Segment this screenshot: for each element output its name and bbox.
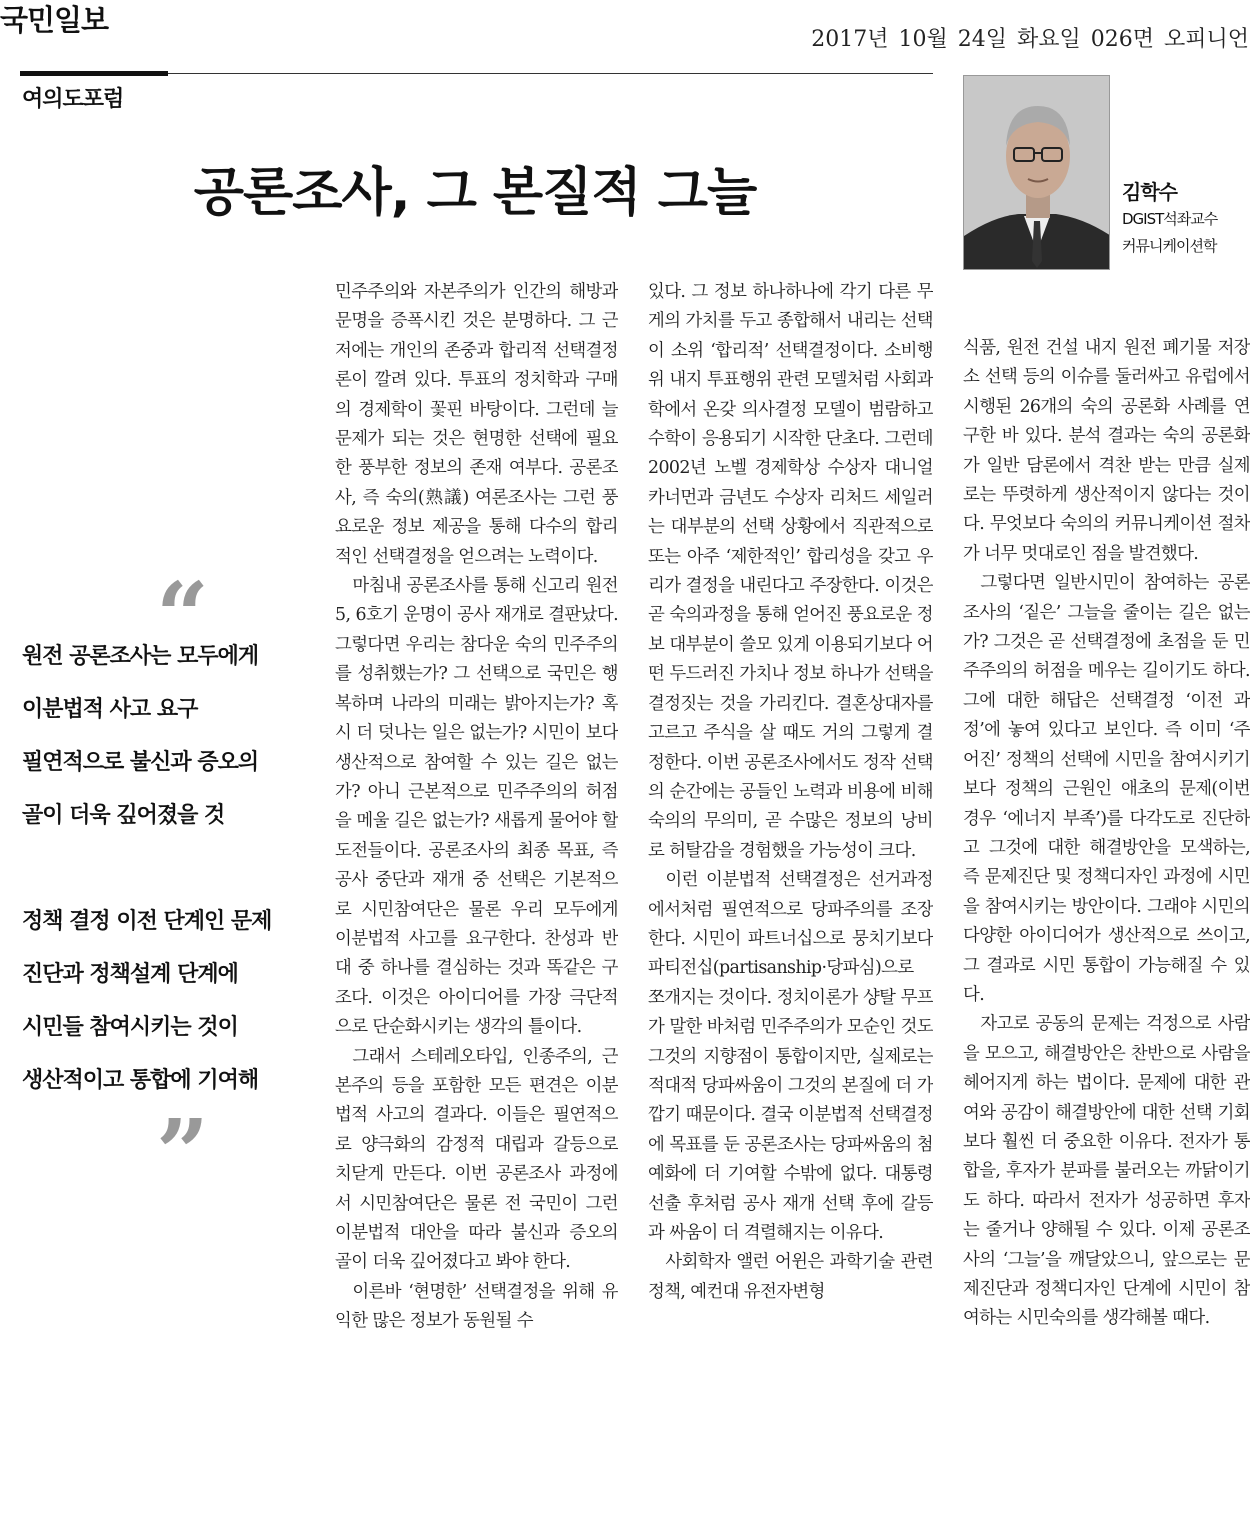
- paragraph: 있다. 그 정보 하나하나에 각기 다른 무게의 가치를 두고 종합해서 내리는 선택이 소위 ‘합리적’ 선택결정이다. 소비행위 내지 투표행위 관련 모델처럼 사회과학에서 온갖 의사결정 모델이 범람하고 수학이 응용되기 시작한 단초다. 그런데 2002년 노벨 경제학상 수상자 대니얼 카너먼과 금년도 수상자 리처드 세일러는 대부분의 선택 상황에서 직관적으로 또는 아주 ‘제한적인’ 합리성을 갖고 우리가 결정을 내린다고 주장한다. 이것은 곧 숙의과정을 통해 얻어진 풍요로운 정보 대부분이 쓸모 있게 이용되기보다 어떤 두드러진 가치나 정보 하나가 선택을 결정짓는 것을 가리킨다. 결혼상대자를 고르고 주식을 살 때도 거의 그렇게 결정한다. 이번 공론조사에서도 정작 선택의 순간에는 공들인 노력과 비용에 비해 숙의의 무의미, 곧 수많은 정보의 낭비로 허탈감을 경험했을 가능성이 크다.: [648, 282, 933, 861]
- paragraph: 마침내 공론조사를 통해 신고리 원전 5, 6호기 운명이 공사 재개로 결판났다. 그렇다면 우리는 참다운 숙의 민주주의를 성취했는가? 그 선택으로 국민은 행복하며 나라의 미래는 밝아지는가? 혹시 더 덧나는 일은 없는가? 시민이 보다 생산적으로 참여할 수 있는 길은 없는가? 아니 근본적으로 민주주의의 허점을 메울 길은 없는가? 새롭게 물어야 할 도전들이다. 공론조사의 최종 목표, 즉 공사 중단과 재개 중 선택은 기본적으로 시민참여단은 물론 우리 모두에게 이분법적 사고를 요구한다. 찬성과 반대 중 하나를 결심하는 것과 똑같은 구조다. 이것은 아이디어를 가장 극단적으로 단순화시키는 생각의 틀이다.: [335, 576, 618, 1038]
- pull-quote-line: 이분법적 사고 요구: [22, 697, 198, 722]
- section-rule: [20, 71, 168, 76]
- close-quote-icon: ”: [156, 1107, 208, 1167]
- article-column-2: [648, 278, 933, 1510]
- paragraph: 민주주의와 자본주의가 인간의 해방과 문명을 증폭시킨 것은 분명하다. 그 근저에는 개인의 존중과 합리적 선택결정론이 깔려 있다. 투표의 정치학과 구매의 경제학이 꽃핀 바탕이다. 그런데 늘 문제가 되는 것은 현명한 선택에 필요한 풍부한 정보의 존재 여부다. 공론조사, 즉 숙의(熟議) 여론조사는 그런 풍요로운 정보 제공을 통해 다수의 합리적인 선택결정을 얻으려는 노력이다.: [335, 282, 618, 567]
- author-title: DGIST석좌교수: [1122, 210, 1218, 228]
- pull-quote-line: 생산적이고 통합에 기여해: [22, 1068, 259, 1093]
- pull-quote-line: 원전 공론조사는 모두에게: [22, 644, 259, 669]
- paragraph: 그렇다면 일반시민이 참여하는 공론조사의 ‘짙은’ 그늘을 줄이는 길은 없는가? 그것은 곧 선택결정에 초점을 둔 민주주의의 허점을 메우는 길이기도 하다. 그에 대한 해답은 선택결정 ‘이전 과정’에 놓여 있다고 보인다. 즉 이미 ‘주어진’ 정책의 선택에 시민을 참여시키기보다 정책의 근원인 애초의 문제(이번 경우 ‘에너지 부족’)를 다각도로 진단하고 그것에 대한 해결방안을 모색하는, 즉 문제진단 및 정책디자인 과정에 시민을 참여시키는 방안이다. 그래야 시민의 다양한 아이디어가 생산적으로 쓰이고, 그 결과로 시민 통합이 가능해질 수 있다.: [963, 573, 1250, 1005]
- paragraph: 이런 이분법적 선택결정은 선거과정에서처럼 필연적으로 당파주의를 조장한다. 시민이 파트너십으로 뭉치기보다 파티전십(partisanship·당파심)으로 쪼개지는 것이다. 정치이론가 샹탈 무프가 말한 바처럼 민주주의가 모순인 것도 그것의 지향점이 통합이지만, 실제로는 적대적 당파싸움이 그것의 본질에 더 가깝기 때문이다. 결국 이분법적 선택결정에 목표를 둔 공론조사는 당파싸움의 첨예화에 더 기여할 수밖에 없다. 대통령 선출 후처럼 공사 재개 선택 후에 갈등과 싸움이 더 격렬해지는 이유다.: [648, 870, 933, 1243]
- paragraph: 이른바 ‘현명한’ 선택결정을 위해 유익한 많은 정보가 동원될 수: [335, 1281, 618, 1332]
- dateline: 2017년 10월 24일 화요일 026면 오피니언: [811, 27, 1249, 52]
- headline: 공론조사, 그 본질적 그늘: [193, 163, 757, 223]
- section-label: 여의도포럼: [22, 87, 124, 112]
- author-field: 커뮤니케이션학: [1122, 237, 1217, 255]
- pull-quote-line: 시민들 참여시키는 것이: [22, 1015, 238, 1040]
- pull-quote-line: 진단과 정책설계 단계에: [22, 962, 238, 987]
- author-photo: [963, 75, 1110, 270]
- paragraph: 사회학자 앨런 어윈은 과학기술 관련 정책, 예컨대 유전자변형: [648, 1252, 933, 1302]
- article-column-3: [963, 334, 1250, 1510]
- pull-quote-line: 골이 더욱 깊어졌을 것: [22, 803, 225, 828]
- paragraph: 자고로 공동의 문제는 걱정으로 사람을 모으고, 해결방안은 찬반으로 사람을 헤어지게 하는 법이다. 문제에 대한 관여와 공감이 해결방안에 대한 선택 기회보다 훨씬 더 중요한 이유다. 전자가 통합을, 후자가 분파를 불러오는 까닭이기도 하다. 따라서 전자가 성공하면 후자는 줄거나 양해될 수 있다. 이제 공론조사의 ‘그늘’을 깨달았으니, 앞으로는 문제진단과 정책디자인 단계에 시민이 참여하는 시민숙의를 생각해볼 때다.: [963, 1014, 1250, 1329]
- paragraph: 식품, 원전 건설 내지 원전 폐기물 저장소 선택 등의 이슈를 둘러싸고 유럽에서 시행된 26개의 숙의 공론화 사례를 연구한 바 있다. 분석 결과는 숙의 공론화가 일반 담론에서 격찬 받는 만큼 실제로는 뚜렷하게 생산적이지 않다는 것이다. 무엇보다 숙의의 커뮤니케이션 절차가 너무 멋대로인 점을 발견했다.: [963, 338, 1250, 564]
- open-quote-icon: “: [156, 570, 208, 630]
- author-portrait-icon: [964, 76, 1110, 270]
- author-name: 김학수: [1122, 180, 1177, 204]
- article-column-1: [335, 278, 618, 1510]
- pull-quote-line: 정책 결정 이전 단계인 문제: [22, 909, 272, 934]
- newspaper-masthead: 국민일보: [0, 3, 109, 37]
- pull-quote: [22, 570, 322, 1167]
- paragraph: 그래서 스테레오타입, 인종주의, 근본주의 등을 포함한 모든 편견은 이분법적 사고의 결과다. 이들은 필연적으로 양극화의 감정적 대립과 갈등으로 치닫게 만든다. 이번 공론조사 과정에서 시민참여단은 물론 전 국민이 그런 이분법적 대안을 따라 불신과 증오의 골이 더욱 깊어졌다고 봐야 한다.: [335, 1046, 618, 1273]
- pull-quote-line: 필연적으로 불신과 증오의: [22, 750, 259, 775]
